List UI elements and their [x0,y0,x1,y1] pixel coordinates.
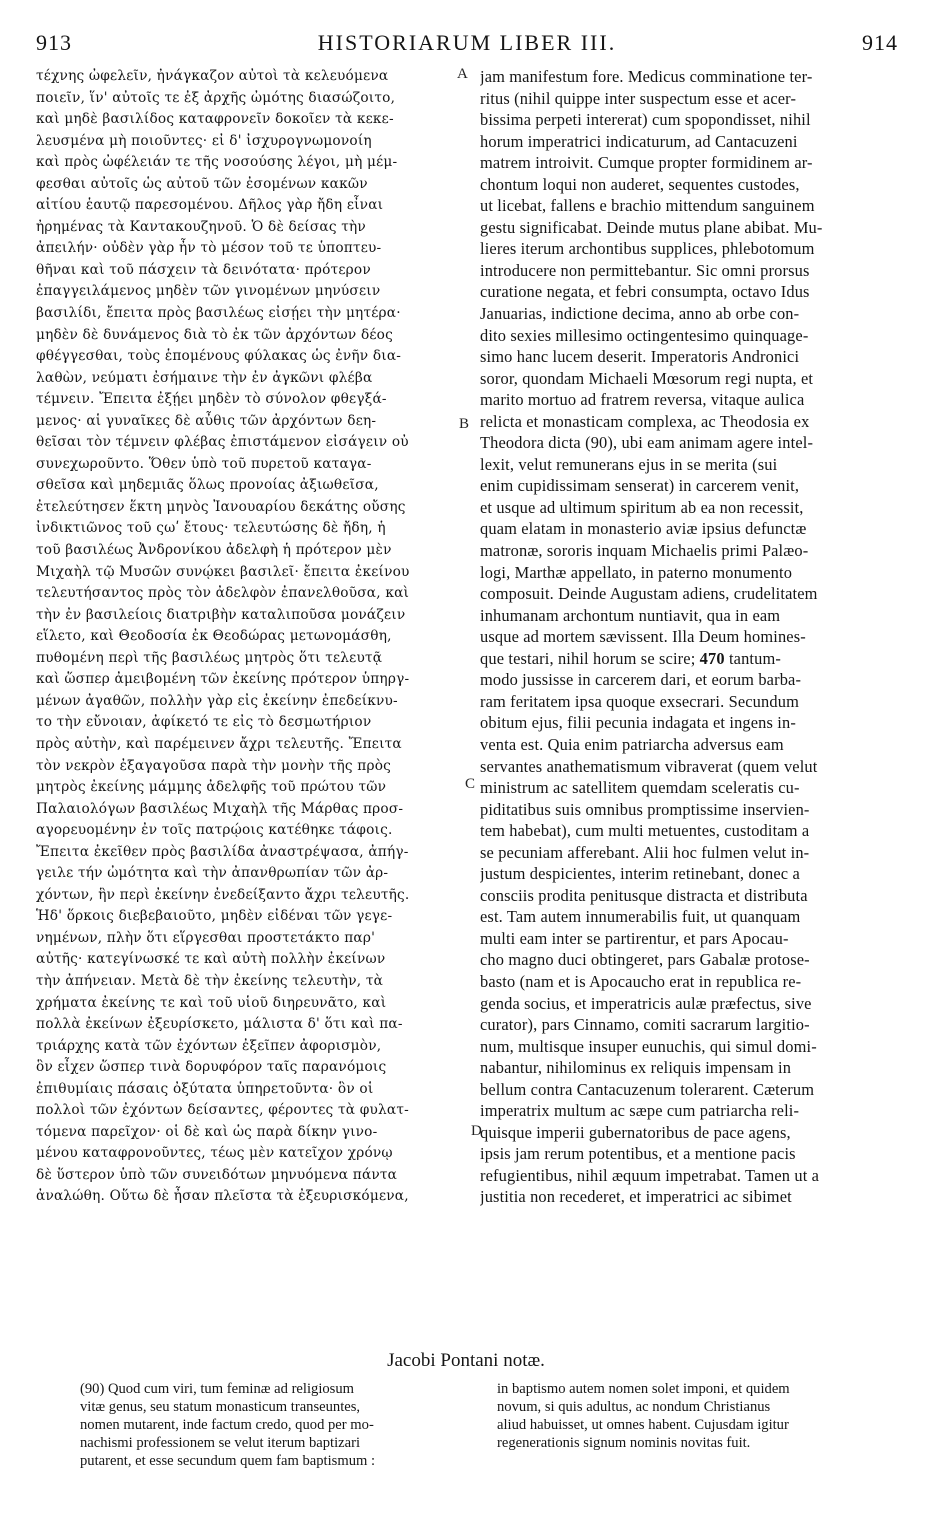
latin-text-line: multi eam inter se partirentur, et pars Apocau- [480,928,789,948]
note-line: nomen mutarent, inde factum credo, quod per mo- [80,1417,374,1433]
greek-text-line: Μιχαὴλ τῷ Μυσῶν συνῴκει βασιλεῖ· ἔπειτα ἐκείνου [36,563,410,580]
greek-text-line: θῆναι καὶ τοῦ πάσχειν τὰ δεινότατα· πρότερον [36,261,371,278]
greek-text-line: δὲ ὕστερον ὑπὸ τῶν συνειδότων μηνυόμενα πάντα [36,1166,398,1183]
latin-text-line: logi, Marthæ appellato, in paterno monumento [480,562,793,582]
latin-text-line: consciis prodita penitusque distracta et distributa [480,885,808,905]
latin-text-line: ut licebat, fallens e brachio mittendum sanguinem [480,196,815,216]
greek-text-line: λευσμένα μὴ ποιοῦντες· εἰ δ' ἰσχυρογνωμονοίη [36,132,372,149]
note-line: nachismi professionem se velut iterum baptizari [80,1435,361,1451]
notes-column-right [497,1380,907,1452]
greek-text-line: πολλοὶ τῶν ἐχόντων δείσαντες, φέροντες τὰ φυλατ- [36,1102,409,1119]
latin-text-line: lieres iterum archontibus supplices, phlebotomum [480,239,815,259]
greek-text-line: ἀναλώθη. Οὕτω δὲ ἦσαν πλεῖστα τὰ ἐξευρισκόμενα, [36,1188,409,1205]
greek-text-line: Παλαιολόγων βασιλέως Μιχαὴλ τῆς Μάρθας προσ- [36,800,404,817]
latin-text-line: matrem introivit. Cumque propter formidinem ar- [480,153,813,173]
greek-text-line: τοῦ βασιλέως Ἀνδρονίκου ἀδελφὴ ἡ πρότερον μὲν [36,542,392,559]
latin-text-line: nabantur, nihilominus ex reliquis impensam in [480,1058,792,1078]
greek-text-line: τὴν ἐν βασιλείοις διατριβὴν καταλιποῦσα μονάζειν [36,606,406,623]
greek-text-line: πυθομένη περὶ τῆς βασιλέως μητρὸς ὅτι τελευτᾷ [36,649,383,666]
latin-text-line: servantes anathematismum vibraverat (quem velut [480,756,818,776]
latin-text-line: Theodora dicta (90), ubi eam animam agere intel- [480,433,814,453]
greek-text-line: ὃν εἶχεν ὥσπερ τινὰ δορυφόρον ταῖς παρανόμοις [36,1059,387,1076]
greek-text-line: ἠρημένας τὰ Καντακουζηνοῦ. Ὁ δὲ δείσας τὴν [36,218,366,235]
greek-text-line: τόμενα παρεῖχον· οἱ δὲ καὶ ὡς παρὰ δίκην γινο- [36,1123,378,1140]
notes-column-left [80,1380,480,1470]
greek-text-line: τὸν νεκρὸν ἐξαγαγοῦσα παρὰ τὴν μονὴν τῆς πρὸς [36,757,392,774]
greek-text-line: Ἡδ' ὅρκοις διεβεβαιοῦτο, μηδὲν εἰδέναι τῶν γεγε- [36,908,393,925]
greek-text-line: εἵλετο, καὶ Θεοδοσία ἐκ Θεοδώρας μετωνομάσθη, [36,628,392,645]
latin-text-column [480,66,900,1208]
latin-text-line: usque ad mortem sævissent. Illa Deum homines- [480,627,806,647]
page-number-left: 913 [36,30,72,55]
greek-text-column [36,66,464,1208]
greek-text-line: μενος· αἱ γυναῖκες δὲ αὖθις τῶν ἀρχόντων δεη- [36,412,377,429]
greek-text-line: αγορευομένην ἐν τοῖς πατρῴοις κατέθηκε τάφοις. [36,822,393,839]
greek-text-line: τέχνης ὠφελεῖν, ἠνάγκαζον αὐτοὶ τὰ κελευόμενα [36,68,389,84]
running-title: HISTORIARUM LIBER III. [317,30,617,55]
page-number-right: 914 [862,30,898,55]
latin-text-line: ram feritatem ipsa quoque exsecrari. Secundum [480,691,799,711]
greek-text-line: ἐπαγγειλάμενος μηδὲν τῶν γινομένων μηνύσειν [36,283,381,300]
latin-text-line: soror, quondam Michaeli Mœsorum regi nupta, et [480,368,814,388]
greek-text-line: φεσθαι αὐτοῖς ὡς αὐτοῦ τῶν ἐσομένων κακῶν [36,175,368,192]
greek-text-line: βασιλίδι, ἔπειτα πρὸς βασιλέως εἰσῄει τὴν μητέρα· [36,305,401,322]
latin-text-line: enim cupidissimam senserat) in carcerem venit, [480,476,800,496]
greek-text-line: τελευτήσαντος πρὸς τὸν ἀδελφὸν ἐπανελθοῦσα, καὶ [36,585,410,602]
margin-marker-c: C [465,776,476,792]
latin-text-line: que testari, nihil horum se scire; 470 tantum- [480,648,781,668]
latin-text-line: marito mortuo ad fratrem reversa, vitaque aulica [480,390,805,410]
greek-text-line: καὶ μηδὲ βασιλίδος καταφρονεῖν δοκοῖεν τὰ κεκε- [36,111,394,128]
note-line: aliud habuisset, ut omnes habent. Cujusdam igitur [497,1417,789,1433]
latin-text-line: lexit, velut remunerans ejus in se merita (sui [480,454,778,474]
latin-text-line: imperatrix multum ac sæpe cum patriarcha reli- [480,1101,800,1121]
latin-text-line: ipsis jam rerum potentibus, et a mentione pacis [480,1144,796,1164]
latin-text-line: curator), pars Cinnamo, comiti sacrarum largitio- [480,1015,810,1035]
latin-text-line: introducere non permittebantur. Sic omni prorsus [480,260,810,280]
note-line: regenerationis signum nominis novitas fuit. [497,1435,751,1451]
latin-text-line: piditatibus suis omnibus promptissime inservien- [480,799,810,819]
greek-text-line: νημένων, πλὴν ὅτι εἵργεσθαι προστετάκτο παρ' [36,929,376,946]
latin-text-line: basto (nam et is Apocaucho erat in republica re- [480,971,802,991]
notes-heading: Jacobi Pontani notæ. [387,1350,545,1371]
greek-text-line: τριάρχης κατὰ τῶν ἐχόντων ἐξεῖπεν ἀφορισμὸν, [36,1037,382,1054]
edition-page-marker: 470 [699,648,725,668]
latin-text-line: se pecuniam afferebant. Alii hoc fulmen velut in- [480,842,810,862]
latin-text-line: relicta et monasticam complexa, ac Theodosia ex [480,411,810,431]
greek-text-line: μηδὲν δὲ δυνάμενος διὰ τὸ ἐκ τῶν ἀρχόντων δέος [36,326,393,343]
margin-marker-b: B [459,416,470,432]
latin-text-line: num, multisque insuper eunuchis, qui simul domi- [480,1036,817,1056]
note-line: novum, si quis adultus, ac nondum Christianus [497,1399,771,1415]
greek-text-line: θεῖσαι τὸν τέμνειν φλέβας ἐπιστάμενον εἰσάγειν οὐ [36,434,409,451]
greek-text-line: ἀπειλήν· οὐδὲν γὰρ ἦν τὸ μέσον τοῦ τε ὑποπτευ- [36,240,382,257]
greek-text-line: χρήματα ἐκείνης τε καὶ τοῦ υἱοῦ διηρευνᾶτο, καὶ [36,994,387,1011]
greek-text-line: μητρὸς ἐκείνης μάμμης ἀδελφῆς τοῦ πρώτου τῶν [36,779,387,796]
latin-text-line: justum despicientes, interim retinebant, donec a [480,864,800,884]
latin-text-line: est. Tam autem innumerabilis fuit, ut quanquam [480,907,801,927]
latin-text-line: bissima perpeti intererat) cum spopondisset, nihil [480,110,811,130]
greek-text-line: πολλὰ ἐκείνων ἐξευρίσκετο, μάλιστα δ' ὅτι καὶ πα- [36,1016,403,1033]
greek-text-line: ποιεῖν, ἵν' αὐτοῖς τε ἐξ ἀρχῆς ὠμότης διασώζοιτο, [36,89,396,106]
margin-marker-d: D [471,1123,482,1139]
greek-text-line: αἰτίου ἑαυτῷ παρεσομένου. Δῆλος γὰρ ἤδη εἶναι [36,197,384,214]
greek-text-line: αὐτῆς· κατεγίνωσκέ τε καὶ αὐτὴ πολλὴν ἐκείνων [36,951,386,968]
note-line: vitæ genus, seu statum monasticum transeuntes, [80,1399,361,1415]
latin-text-line: matronæ, sororis inquam Michaelis primi Palæo- [480,541,809,561]
latin-text-line: refugientibus, nihil æquum impetrabat. Tamen ut a [480,1165,820,1185]
latin-text-line: obitum ejus, filii pecunia indagata et ingens in- [480,713,796,733]
latin-text-line: tem habebat), cum multi metuentes, custoditam a [480,821,810,841]
latin-text-line: simo hanc lucem deserit. Imperatoris Andronici [480,347,800,367]
greek-text-line: σθεῖσα καὶ μηδεμιᾶς ὅλως προνοίας ἀξιωθεῖσα, [36,477,379,494]
latin-text-line: genda socius, et imperatricis aulæ præfectus, sive [480,993,812,1013]
greek-text-line: πρὸς αὐτὴν, καὶ παρέμεινεν ἄχρι τελευτῆς. Ἔπειτα [36,735,402,752]
latin-text-line: chontum loqui non auderet, sequentes custodes, [480,174,800,194]
latin-text-line: cho magno duci obtingeret, pars Gabalæ protose- [480,950,810,970]
greek-text-line: μένου καταφρονοῦντες, τέως μὲν κατεῖχον χρόνῳ [36,1145,393,1162]
latin-text-line: dito sexies millesimo octingentesimo quinquage- [480,325,809,345]
latin-text-line: gestu significabat. Deinde mutus plane abibat. Mu- [480,217,823,237]
running-header [36,30,898,60]
greek-text-line: ἰνδικτιῶνος τοῦ ςωʹ ἔτους· τελευτώσης δὲ ἤδη, ἡ [36,520,386,537]
greek-text-line: καὶ ὥσπερ ἀμειβομένη τῶν ἐκείνης πρότερον ὑπηργ- [36,671,410,688]
greek-text-line: Ἔπειτα ἐκεῖθεν πρὸς βασιλίδα ἀναστρέψασα, ἀπήγ- [36,843,409,860]
greek-text-line: χόντων, ἣν περὶ ἐκείνην ἐνεδείξαντο ἄχρι τελευτῆς. [36,886,410,903]
latin-text-line: curatione negata, et febri consumpta, octavo Idus [480,282,810,302]
greek-text-line: ἐπιθυμίαις πάσαις ὀξύτατα ὑπηρετοῦντα· ὃν οἱ [36,1080,374,1097]
note-line: in baptismo autem nomen solet imponi, et quidem [497,1381,790,1397]
greek-text-line: καὶ πρὸς ὠφέλειάν τε τῆς νοσούσης λέγοι, μὴ μέμ- [36,154,398,171]
latin-text-line: horum imperatrici indicaturum, ad Cantacuzeni [480,131,798,151]
greek-text-line: μένων ἀγαθῶν, πολλὴν γὰρ εἰς ἐκείνην ἐπεδείκνυ- [36,692,398,709]
latin-text-line: jam manifestum fore. Medicus comminatione ter- [480,67,813,86]
note-line: putarent, et esse secundum quem fam baptismum : [80,1453,376,1469]
greek-text-line: συνεχωροῦντο. Ὅθεν ὑπὸ τοῦ πυρετοῦ καταγα- [36,455,372,472]
latin-text-line: et usque ad ultimum spiritum ab ea non recessit, [480,497,804,517]
latin-text-line: composuit. Deinde Augustam adiens, crudelitatem [480,584,818,604]
greek-text-line: λαθὼν, νεύματι ἐσήμαινε τὴν ἐν ἀγκῶνι φλέβα [36,369,373,386]
latin-text-line: ritus (nihil quippe inter suspectum esse et acer- [480,88,797,108]
latin-text-line: ministrum ac satellitem quemdam sceleratis cu- [480,778,800,798]
greek-text-line: ἐτελεύτησεν ἕκτη μηνὸς Ἰανουαρίου δεκάτης οὔσης [36,498,406,515]
latin-text-line: inhumanam archontum nuntiavit, qua in eam [480,605,781,625]
latin-text-line: Januarias, indictione decima, anno ab orbe con- [480,304,800,324]
latin-text-line: bellum contra Cantacuzenum tolerarent. Cæterum [480,1079,815,1099]
greek-text-line: φθέγγεσθαι, τοὺς ἑπομένους φύλακας ὡς ἐνῆν δια- [36,348,402,365]
latin-text-line: venta est. Quia enim patriarcha adversus eam [480,734,784,754]
latin-text-line: quam elatam in monasterio aviæ ipsius defunctæ [480,519,807,539]
note-line: (90) Quod cum viri, tum feminæ ad religiosum [80,1381,354,1397]
latin-text-line: quisque imperii gubernatoribus de pace agens, [480,1122,791,1142]
greek-text-line: το τὴν εὔνοιαν, ἀφίκετό τε εἰς τὸ δεσμωτήριον [36,714,372,731]
greek-text-line: τὴν ἀπήνειαν. Μετὰ δὲ τὴν ἐκείνης τελευτὴν, τὰ [36,972,384,989]
greek-text-line: γειλε τήν ὠμότητα καὶ τὴν ἀπανθρωπίαν τῶν ἀρ- [36,865,389,882]
latin-text-line: justitia non recederet, et imperatrici ac sibimet [480,1187,792,1207]
greek-text-line: τέμνειν. Ἔπειτα ἐξῄει μηδὲν τὸ σύνολον φθεγξά- [36,391,387,408]
margin-marker-a: A [457,66,468,82]
latin-text-line: modo jussisse in carcerem dari, et eorum barba- [480,670,802,690]
